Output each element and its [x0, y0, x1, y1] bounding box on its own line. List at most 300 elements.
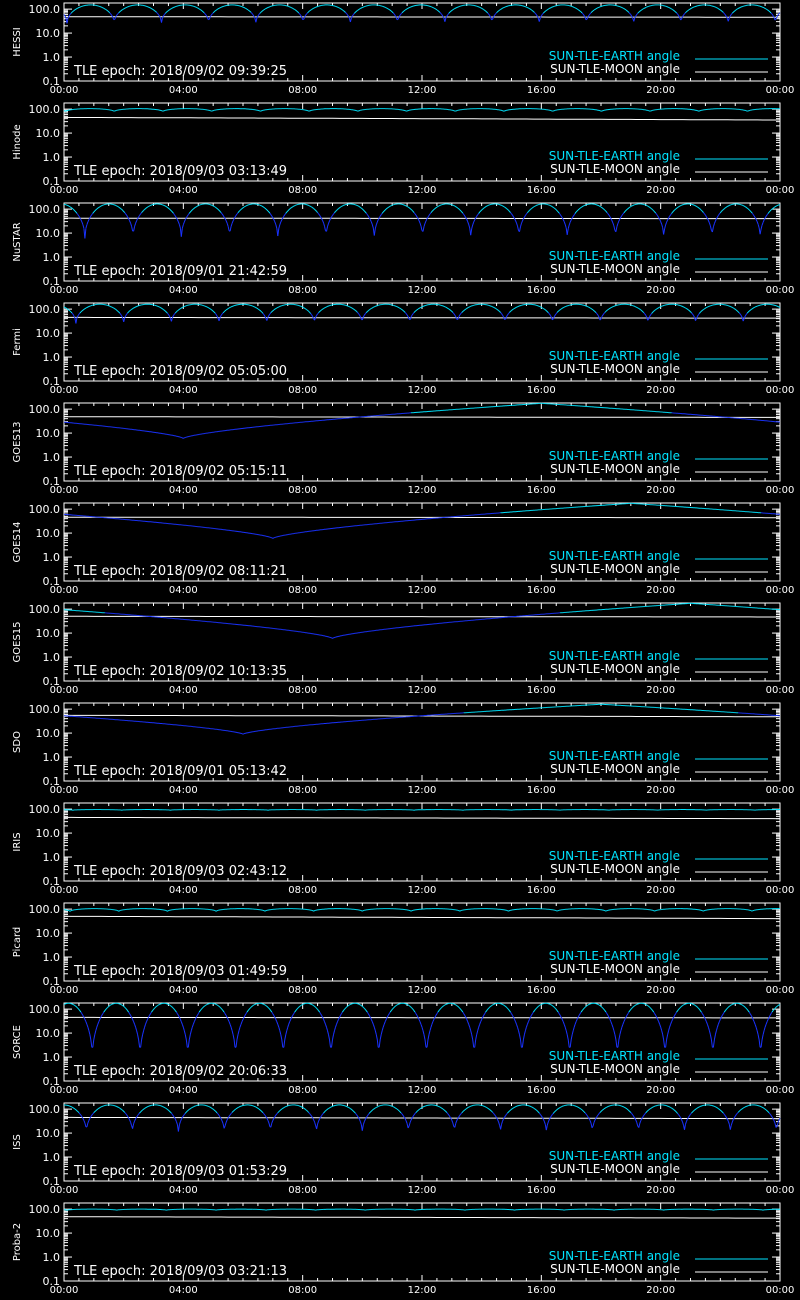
- panel-hinode: [12, 103, 794, 196]
- earth-angle-segment: [767, 10, 768, 11]
- legend-earth-label: SUN-TLE-EARTH angle: [548, 49, 680, 63]
- earth-angle-segment: [404, 10, 405, 11]
- earth-angle-segment: [624, 9, 625, 10]
- earth-angle-segment: [466, 308, 467, 309]
- earth-angle-segment: [641, 10, 642, 11]
- earth-angle-segment: [329, 221, 330, 224]
- earth-angle-segment: [481, 8, 482, 9]
- earth-angle-segment: [732, 307, 733, 308]
- earth-angle-segment: [657, 308, 658, 309]
- earth-angle-segment: [181, 228, 182, 236]
- earth-angle-segment: [424, 223, 425, 226]
- earth-angle-segment: [602, 315, 603, 317]
- earth-angle-segment: [322, 309, 323, 310]
- x-tick-label: 04:00: [168, 385, 198, 396]
- earth-angle-segment: [125, 8, 126, 9]
- earth-angle-segment: [198, 8, 199, 9]
- earth-angle-segment: [118, 13, 119, 14]
- earth-angle-segment: [124, 8, 125, 9]
- earth-angle-segment: [559, 310, 560, 311]
- earth-angle-segment: [708, 221, 709, 223]
- earth-angle-segment: [351, 16, 352, 18]
- earth-angle-segment: [228, 226, 229, 231]
- earth-angle-segment: [734, 11, 735, 12]
- earth-angle-segment: [184, 220, 185, 222]
- earth-angle-segment: [609, 215, 610, 217]
- earth-angle-segment: [416, 215, 417, 217]
- earth-angle-segment: [295, 205, 296, 206]
- earth-angle-segment: [462, 212, 463, 213]
- x-tick-label: 00:00: [765, 585, 795, 596]
- earth-angle-segment: [586, 19, 587, 20]
- earth-angle-segment: [468, 222, 469, 225]
- earth-angle-segment: [628, 12, 629, 13]
- x-tick-label: 00:00: [49, 185, 79, 196]
- earth-angle-segment: [114, 308, 115, 309]
- earth-angle-segment: [526, 7, 527, 8]
- earth-angle-segment: [637, 13, 638, 14]
- earth-angle-segment: [403, 311, 404, 312]
- earth-angle-segment: [120, 313, 121, 314]
- earth-angle-segment: [517, 223, 518, 226]
- earth-angle-segment: [644, 313, 645, 314]
- earth-angle-segment: [148, 207, 149, 208]
- earth-angle-segment: [631, 15, 632, 17]
- earth-angle-segment: [78, 8, 79, 9]
- earth-angle-segment: [692, 8, 693, 9]
- earth-angle-segment: [624, 212, 625, 213]
- earth-angle-segment: [702, 211, 703, 212]
- earth-angle-segment: [440, 12, 441, 13]
- earth-angle-segment: [318, 313, 319, 314]
- earth-angle-segment: [215, 313, 216, 314]
- earth-angle-segment: [672, 212, 673, 213]
- earth-angle-segment: [341, 9, 342, 10]
- earth-angle-segment: [229, 307, 230, 308]
- earth-angle-segment: [357, 312, 358, 313]
- legend-moon-label: SUN-TLE-MOON angle: [550, 262, 680, 276]
- earth-angle-segment: [690, 9, 691, 10]
- earth-angle-segment: [414, 213, 415, 214]
- earth-angle-segment: [718, 9, 719, 10]
- earth-angle-segment: [690, 311, 691, 312]
- earth-angle-segment: [713, 224, 714, 227]
- x-tick-label: 12:00: [407, 585, 437, 596]
- earth-angle-segment: [546, 311, 547, 312]
- earth-angle-segment: [94, 211, 95, 212]
- earth-angle-segment: [355, 11, 356, 12]
- earth-angle-segment: [410, 209, 411, 210]
- y-tick-label: 1.0: [42, 151, 60, 165]
- earth-angle-segment: [500, 312, 501, 313]
- earth-angle-segment: [504, 317, 505, 320]
- earth-angle-segment: [516, 221, 517, 223]
- legend-earth-label: SUN-TLE-EARTH angle: [548, 549, 680, 563]
- earth-angle-segment: [535, 14, 536, 15]
- earth-angle-segment: [213, 206, 214, 207]
- earth-angle-segment: [716, 8, 717, 9]
- earth-angle-segment: [407, 315, 408, 317]
- earth-angle-segment: [249, 11, 250, 12]
- earth-angle-segment: [638, 308, 639, 309]
- earth-angle-segment: [135, 223, 136, 226]
- panel-nustar: [12, 203, 794, 296]
- earth-angle-segment: [767, 213, 768, 214]
- earth-angle-segment: [150, 205, 151, 206]
- earth-angle-segment: [362, 209, 363, 210]
- earth-angle-segment: [311, 313, 312, 314]
- earth-angle-segment: [389, 10, 390, 11]
- earth-angle-segment: [264, 9, 265, 10]
- earth-angle-segment: [450, 11, 451, 12]
- earth-angle-segment: [600, 206, 601, 207]
- earth-angle-segment: [126, 214, 127, 215]
- earth-angle-segment: [214, 206, 215, 207]
- earth-angle-segment: [456, 8, 457, 9]
- earth-angle-segment: [486, 206, 487, 207]
- earth-angle-segment: [129, 311, 130, 312]
- earth-angle-segment: [140, 214, 141, 216]
- earth-angle-segment: [470, 306, 471, 307]
- earth-angle-segment: [259, 111, 260, 112]
- earth-angle-segment: [758, 224, 759, 228]
- earth-angle-segment: [174, 215, 175, 217]
- earth-angle-segment: [449, 309, 450, 310]
- earth-angle-segment: [285, 213, 286, 214]
- earth-angle-segment: [151, 8, 152, 9]
- earth-angle-segment: [573, 7, 574, 8]
- earth-angle-segment: [501, 9, 502, 10]
- x-tick-label: 00:00: [765, 285, 795, 296]
- earth-angle-segment: [621, 216, 622, 218]
- earth-angle-segment: [418, 219, 419, 221]
- earth-angle-segment: [488, 13, 489, 14]
- earth-angle-segment: [120, 11, 121, 12]
- earth-angle-segment: [387, 208, 388, 209]
- earth-angle-segment: [327, 227, 328, 232]
- x-tick-label: 08:00: [288, 585, 318, 596]
- earth-angle-segment: [506, 208, 507, 209]
- earth-angle-segment: [599, 7, 600, 8]
- earth-angle-segment: [196, 206, 197, 207]
- earth-angle-segment: [769, 11, 770, 12]
- earth-angle-segment: [367, 215, 368, 217]
- x-tick-label: 04:00: [168, 585, 198, 596]
- earth-angle-segment: [93, 212, 94, 213]
- earth-angle-segment: [134, 226, 135, 231]
- earth-angle-segment: [499, 311, 500, 312]
- earth-angle-segment: [454, 314, 455, 315]
- earth-angle-segment: [359, 207, 360, 208]
- earth-angle-segment: [694, 315, 695, 317]
- earth-angle-segment: [723, 12, 724, 13]
- earth-angle-segment: [157, 12, 158, 13]
- earth-angle-segment: [623, 8, 624, 9]
- earth-angle-segment: [297, 11, 298, 12]
- earth-angle-segment: [489, 14, 490, 15]
- earth-angle-segment: [495, 308, 496, 309]
- earth-angle-segment: [235, 215, 236, 217]
- y-tick-label: 0.1: [42, 175, 60, 188]
- earth-angle-segment: [596, 313, 597, 314]
- earth-angle-segment: [364, 211, 365, 212]
- earth-angle-segment: [306, 14, 307, 15]
- earth-angle-segment: [753, 214, 754, 216]
- earth-angle-segment: [337, 210, 338, 211]
- earth-angle-segment: [464, 310, 465, 311]
- earth-angle-segment: [515, 308, 516, 309]
- earth-angle-segment: [274, 220, 275, 222]
- earth-angle-segment: [501, 313, 502, 314]
- earth-angle-segment: [240, 210, 241, 211]
- earth-angle-segment: [680, 206, 681, 207]
- earth-angle-segment: [543, 309, 544, 310]
- earth-angle-segment: [584, 205, 585, 206]
- earth-angle-segment: [465, 216, 466, 218]
- earth-angle-segment: [292, 8, 293, 9]
- earth-angle-segment: [115, 309, 116, 310]
- earth-angle-segment: [629, 207, 630, 208]
- earth-angle-segment: [769, 211, 770, 212]
- earth-angle-segment: [243, 207, 244, 208]
- earth-angle-segment: [486, 11, 487, 12]
- earth-angle-segment: [693, 314, 694, 315]
- earth-angle-segment: [625, 9, 626, 10]
- earth-angle-segment: [567, 229, 568, 235]
- earth-angle-segment: [536, 15, 537, 17]
- y-tick-label: 10.0: [35, 327, 60, 341]
- earth-angle-segment: [366, 312, 367, 313]
- earth-angle-segment: [372, 307, 373, 308]
- earth-angle-segment: [531, 208, 532, 209]
- earth-angle-segment: [125, 213, 126, 214]
- earth-angle-segment: [453, 312, 454, 313]
- earth-angle-segment: [646, 315, 647, 317]
- earth-angle-segment: [742, 205, 743, 206]
- earth-angle-segment: [225, 219, 226, 221]
- earth-angle-segment: [103, 8, 104, 9]
- earth-angle-segment: [514, 308, 515, 309]
- earth-angle-segment: [342, 205, 343, 206]
- earth-angle-segment: [214, 312, 215, 313]
- earth-angle-segment: [530, 209, 531, 210]
- earth-angle-segment: [684, 307, 685, 308]
- earth-angle-segment: [388, 207, 389, 208]
- earth-angle-segment: [762, 222, 763, 225]
- x-tick-label: 16:00: [526, 585, 556, 596]
- earth-angle-segment: [578, 10, 579, 11]
- earth-angle-segment: [533, 12, 534, 13]
- earth-angle-segment: [636, 14, 637, 16]
- earth-angle-segment: [173, 213, 174, 214]
- earth-angle-segment: [727, 206, 728, 207]
- earth-angle-segment: [286, 212, 287, 213]
- legend-earth-label: SUN-TLE-EARTH angle: [548, 449, 680, 463]
- earth-angle-segment: [493, 307, 494, 308]
- earth-angle-segment: [263, 10, 264, 11]
- earth-angle-segment: [448, 13, 449, 14]
- earth-angle-segment: [411, 209, 412, 210]
- earth-angle-segment: [314, 209, 315, 210]
- earth-angle-segment: [508, 314, 509, 315]
- earth-angle-segment: [364, 314, 365, 315]
- earth-angle-segment: [222, 214, 223, 215]
- earth-angle-segment: [467, 308, 468, 309]
- legend-moon-label: SUN-TLE-MOON angle: [550, 562, 680, 576]
- earth-angle-segment: [360, 8, 361, 9]
- earth-angle-segment: [469, 307, 470, 308]
- earth-angle-segment: [283, 216, 284, 218]
- earth-angle-segment: [723, 209, 724, 210]
- earth-angle-segment: [761, 225, 762, 229]
- earth-angle-segment: [200, 10, 201, 11]
- earth-angle-segment: [253, 306, 254, 307]
- x-tick-label: 16:00: [526, 185, 556, 196]
- earth-angle-segment: [562, 218, 563, 220]
- earth-angle-segment: [164, 310, 165, 311]
- earth-angle-segment: [69, 206, 70, 207]
- earth-angle-segment: [405, 9, 406, 10]
- earth-angle-segment: [532, 207, 533, 208]
- earth-angle-segment: [264, 315, 265, 317]
- earth-angle-segment: [122, 209, 123, 210]
- earth-angle-segment: [641, 310, 642, 311]
- earth-angle-segment: [215, 10, 216, 11]
- earth-angle-segment: [598, 315, 599, 317]
- legend-earth-label: SUN-TLE-EARTH angle: [548, 249, 680, 263]
- earth-angle-segment: [288, 210, 289, 211]
- earth-angle-segment: [735, 10, 736, 11]
- earth-angle-segment: [74, 210, 75, 211]
- earth-angle-segment: [166, 207, 167, 208]
- earth-angle-segment: [335, 212, 336, 213]
- earth-angle-segment: [213, 12, 214, 13]
- earth-angle-segment: [540, 307, 541, 308]
- earth-angle-segment: [117, 206, 118, 207]
- earth-angle-segment: [432, 211, 433, 212]
- earth-angle-segment: [79, 313, 80, 314]
- earth-angle-segment: [725, 15, 726, 16]
- y-tick-label: 10.0: [35, 427, 60, 441]
- earth-angle-segment: [698, 207, 699, 208]
- earth-angle-segment: [744, 206, 745, 207]
- earth-angle-segment: [451, 311, 452, 312]
- earth-angle-segment: [457, 207, 458, 208]
- earth-angle-segment: [737, 311, 738, 312]
- earth-angle-segment: [267, 210, 268, 211]
- x-tick-label: 00:00: [49, 85, 79, 96]
- earth-angle-segment: [545, 11, 546, 12]
- x-tick-label: 16:00: [526, 385, 556, 396]
- earth-angle-segment: [228, 308, 229, 309]
- earth-angle-segment: [595, 9, 596, 10]
- earth-angle-segment: [772, 208, 773, 209]
- earth-angle-segment: [487, 206, 488, 207]
- earth-angle-segment: [687, 11, 688, 12]
- earth-angle-segment: [226, 309, 227, 310]
- earth-angle-segment: [323, 309, 324, 310]
- earth-angle-segment: [550, 315, 551, 317]
- earth-angle-segment: [496, 13, 497, 14]
- earth-angle-segment: [527, 8, 528, 9]
- earth-angle-segment: [183, 222, 184, 225]
- earth-angle-segment: [69, 310, 70, 311]
- earth-angle-segment: [542, 13, 543, 14]
- earth-angle-segment: [572, 216, 573, 218]
- earth-angle-segment: [263, 207, 264, 208]
- earth-angle-segment: [717, 216, 718, 218]
- earth-angle-segment: [534, 206, 535, 207]
- earth-angle-segment: [709, 223, 710, 226]
- earth-angle-segment: [127, 215, 128, 217]
- earth-angle-segment: [492, 306, 493, 307]
- x-tick-label: 20:00: [646, 485, 676, 496]
- x-tick-label: 16:00: [526, 285, 556, 296]
- earth-angle-segment: [351, 308, 352, 309]
- earth-angle-segment: [135, 307, 136, 308]
- earth-angle-segment: [91, 215, 92, 217]
- earth-angle-segment: [492, 19, 493, 20]
- earth-angle-segment: [357, 206, 358, 207]
- earth-angle-segment: [208, 308, 209, 309]
- earth-angle-segment: [178, 309, 179, 310]
- earth-angle-segment: [562, 308, 563, 309]
- earth-angle-segment: [411, 315, 412, 317]
- earth-angle-segment: [393, 13, 394, 14]
- earth-angle-segment: [497, 12, 498, 13]
- earth-angle-segment: [736, 310, 737, 311]
- earth-angle-segment: [627, 11, 628, 12]
- x-tick-label: 00:00: [49, 385, 79, 396]
- earth-angle-segment: [212, 205, 213, 206]
- earth-angle-segment: [604, 312, 605, 313]
- earth-angle-segment: [558, 212, 559, 213]
- earth-angle-segment: [686, 12, 687, 13]
- earth-angle-segment: [629, 12, 630, 13]
- earth-angle-segment: [616, 227, 617, 232]
- earth-angle-segment: [733, 308, 734, 309]
- earth-angle-segment: [779, 13, 780, 14]
- earth-angle-segment: [441, 13, 442, 14]
- earth-angle-segment: [406, 314, 407, 315]
- earth-angle-segment: [504, 206, 505, 207]
- earth-angle-segment: [721, 211, 722, 212]
- earth-angle-segment: [499, 10, 500, 11]
- earth-angle-segment: [164, 206, 165, 207]
- earth-angle-segment: [579, 208, 580, 209]
- earth-angle-segment: [291, 7, 292, 8]
- earth-angle-segment: [522, 219, 523, 221]
- earth-angle-segment: [245, 8, 246, 9]
- earth-angle-segment: [197, 206, 198, 207]
- earth-angle-segment: [386, 208, 387, 209]
- earth-angle-segment: [355, 310, 356, 311]
- x-tick-label: 08:00: [288, 485, 318, 496]
- earth-angle-segment: [763, 220, 764, 222]
- earth-angle-segment: [260, 310, 261, 311]
- earth-angle-segment: [354, 12, 355, 13]
- earth-angle-segment: [265, 9, 266, 10]
- earth-angle-segment: [774, 207, 775, 208]
- earth-angle-segment: [610, 308, 611, 309]
- earth-angle-segment: [550, 8, 551, 9]
- earth-angle-segment: [672, 9, 673, 10]
- earth-angle-segment: [400, 308, 401, 309]
- earth-angle-segment: [752, 308, 753, 309]
- earth-angle-segment: [346, 13, 347, 14]
- earth-angle-segment: [325, 226, 326, 231]
- earth-angle-segment: [408, 207, 409, 208]
